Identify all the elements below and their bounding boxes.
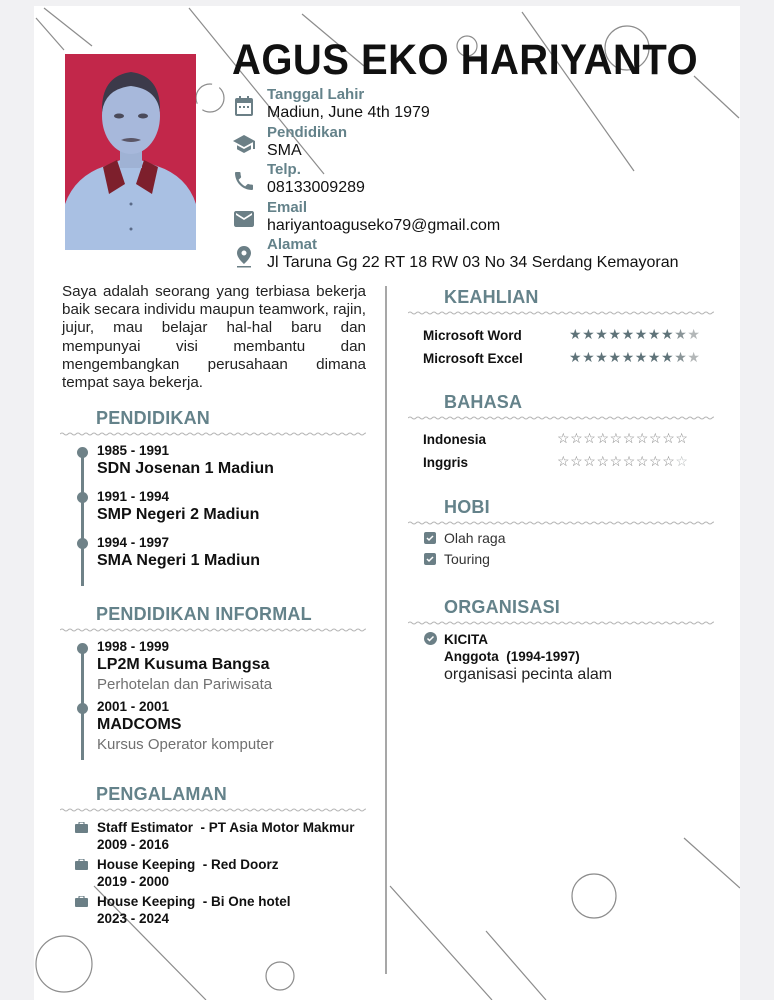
- language-item: Inggris ☆☆☆☆☆☆☆☆☆☆: [423, 453, 689, 470]
- timeline-dot: [77, 703, 88, 714]
- calendar-icon: [232, 94, 256, 118]
- section-title-languages: BAHASA: [444, 392, 523, 412]
- column-divider: [385, 286, 387, 974]
- contact-value: Jl Taruna Gg 22 RT 18 RW 03 No 34 Serdang Kemayoran: [267, 254, 679, 271]
- section-divider: [60, 808, 366, 812]
- checkbox-checked-icon: [424, 532, 436, 544]
- checkbox-checked-icon: [424, 553, 436, 565]
- star-rating: ☆☆☆☆☆☆☆☆☆☆: [557, 453, 689, 469]
- briefcase-icon: [75, 896, 88, 907]
- timeline-line: [81, 452, 84, 586]
- timeline-dot: [77, 492, 88, 503]
- section-title-skills: KEAHLIAN: [444, 287, 539, 307]
- contact-value: SMA: [267, 141, 302, 159]
- timeline-dot: [77, 538, 88, 549]
- contact-value: Madiun, June 4th 1979: [267, 104, 430, 121]
- hobbies-list: [424, 530, 674, 572]
- section-title-organization: ORGANISASI: [444, 597, 561, 617]
- section-divider: [408, 311, 714, 315]
- contact-label: Tanggal Lahir: [267, 86, 365, 103]
- location-pin-icon: [232, 244, 256, 268]
- organization-role: Anggota (1994-1997): [444, 649, 580, 664]
- contact-birthdate: [230, 86, 730, 124]
- informal-education-item: 2001 - 2001 MADCOMS Kursus Operator komputer: [97, 699, 274, 753]
- education-item: 1985 - 1991 SDN Josenan 1 Madiun: [97, 443, 274, 477]
- skills-list: [423, 328, 723, 374]
- resume-page: [34, 6, 740, 1000]
- experience-item: House Keeping - Bi One hotel 2023 - 2024: [75, 893, 375, 927]
- star-rating: ★★★★★★★★★★: [569, 326, 701, 342]
- experience-item: House Keeping - Red Doorz 2019 - 2000: [75, 856, 375, 890]
- skill-item: Microsoft Word ★★★★★★★★★★: [423, 326, 701, 343]
- contact-phone: [230, 161, 730, 199]
- organization-name: KICITA: [444, 632, 488, 647]
- briefcase-icon: [75, 859, 88, 870]
- education-item: 1994 - 1997 SMA Negeri 1 Madiun: [97, 535, 260, 569]
- graduation-cap-icon: [232, 132, 256, 156]
- section-divider: [408, 416, 714, 420]
- section-divider: [408, 521, 714, 525]
- contact-label: Alamat: [267, 236, 318, 253]
- experience-list: [75, 819, 375, 930]
- languages-list: [423, 432, 723, 478]
- section-divider: [408, 621, 714, 625]
- email-icon: [232, 207, 256, 231]
- contact-label: Telp.: [267, 161, 301, 178]
- section-divider: [60, 628, 366, 632]
- education-item: 1991 - 1994 SMP Negeri 2 Madiun: [97, 489, 260, 523]
- contact-value: hariyantoaguseko79@gmail.com: [267, 216, 501, 234]
- contact-value: 08133009289: [267, 179, 365, 196]
- section-divider: [60, 432, 366, 436]
- contact-list: [230, 86, 730, 274]
- organization-item: [424, 631, 740, 684]
- hobby-item: Touring: [424, 551, 674, 572]
- section-title-hobbies: HOBI: [444, 497, 490, 517]
- experience-item: Staff Estimator - PT Asia Motor Makmur 2009 - 2016: [75, 819, 375, 853]
- informal-education-item: 1998 - 1999 LP2M Kusuma Bangsa Perhotelan dan Pariwisata: [97, 639, 273, 693]
- contact-label: Pendidikan: [267, 123, 348, 141]
- organization-description: organisasi pecinta alam: [444, 666, 613, 683]
- phone-icon: [232, 169, 256, 193]
- briefcase-icon: [75, 822, 88, 833]
- check-circle-icon: [424, 632, 437, 645]
- skill-item: Microsoft Excel ★★★★★★★★★★: [423, 349, 701, 366]
- contact-education: [230, 124, 730, 162]
- profile-photo: [65, 54, 196, 250]
- language-item: Indonesia ☆☆☆☆☆☆☆☆☆☆: [423, 430, 689, 447]
- section-title-informal-education: PENDIDIKAN INFORMAL: [96, 604, 312, 624]
- hobby-item: Olah raga: [424, 530, 674, 551]
- timeline-dot: [77, 643, 88, 654]
- star-rating: ★★★★★★★★★★: [569, 349, 701, 365]
- contact-address: [230, 236, 730, 274]
- about-summary: Saya adalah seorang yang terbiasa bekerja baik secara individu maupun teamwork, rajin, jujur, mau belajar hal-hal baru dan mempunyai visi membantu dan mengembangkan perusahaan dimana tempat saya bekerja.: [62, 283, 366, 392]
- timeline-dot: [77, 447, 88, 458]
- contact-email: [230, 199, 730, 237]
- section-title-education: PENDIDIKAN: [96, 408, 211, 428]
- star-rating: ☆☆☆☆☆☆☆☆☆☆: [557, 430, 689, 446]
- full-name: AGUS EKO HARIYANTO: [232, 36, 699, 84]
- contact-label: Email: [267, 198, 308, 216]
- section-title-experience: PENGALAMAN: [96, 784, 227, 804]
